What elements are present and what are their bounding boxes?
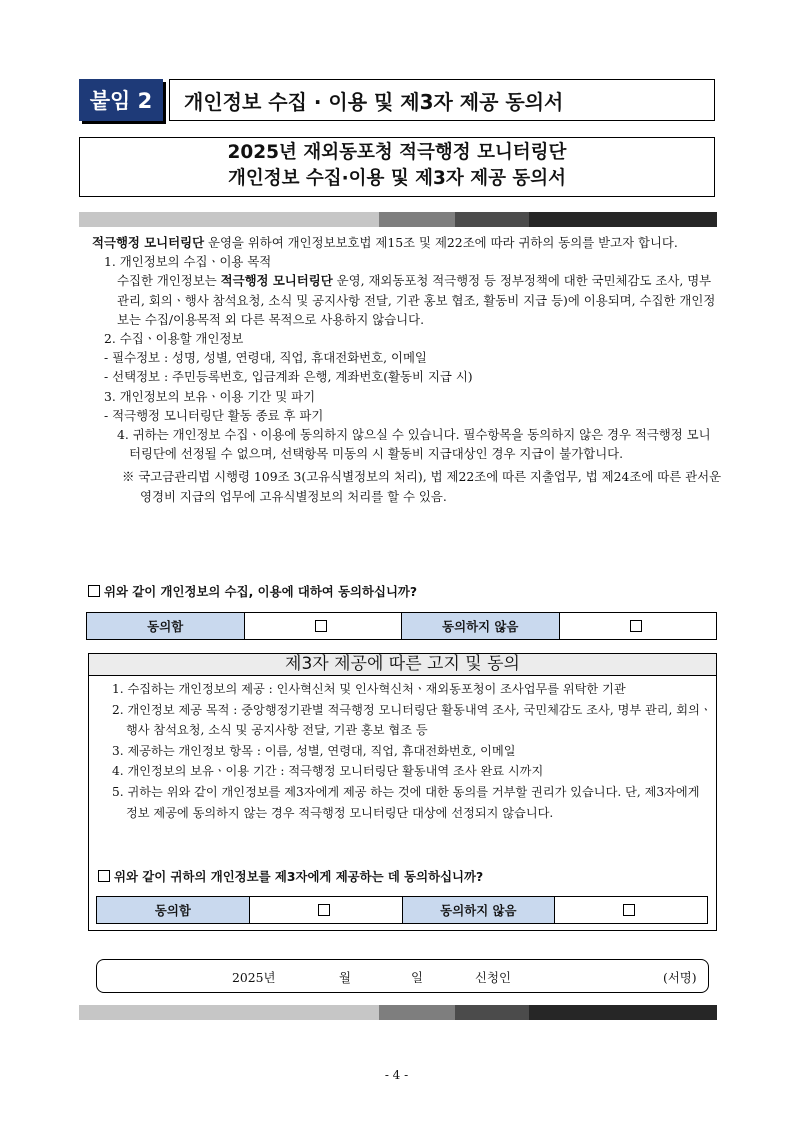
- agree-label: 동의함: [87, 613, 245, 640]
- question-checkbox-icon: [88, 585, 100, 597]
- section1-body: 수집한 개인정보는 적극행정 모니터링단 운영, 재외동포청 적극행정 등 정부정책에 대한 국민체감도 조사, 명부 관리, 회의ㆍ행사 참석요청, 소식 및 공지사항 전달, 기관 홍보 협조, 활동비 지급 등)에 이용되며, 수집한 개인정보는 수집/이용목적 외 다른 목적으로 사용하지 않습니다.: [117, 273, 716, 327]
- disagree-checkbox[interactable]: [555, 897, 708, 924]
- agree-label: 동의함: [97, 897, 250, 924]
- legal-note: ※ 국고금관리법 시행령 109조 3(고유식별정보의 처리), 법 제22조에 따른 지출업무, 법 제24조에 따른 관서운영경비 지급의 업무에 고유식별정보의 처리를 할 수 있음.: [122, 469, 722, 504]
- third-party-section: [88, 653, 717, 931]
- consent-question-1: 위와 같이 개인정보의 수집, 이용에 대하여 동의하십니까?: [88, 582, 417, 600]
- divider-bar-top: [79, 212, 717, 227]
- sign-month: 월: [339, 970, 351, 985]
- third-party-item: 5. 귀하는 위와 같이 개인정보를 제3자에게 제공 하는 것에 대한 동의를 거부할 권리가 있습니다. 단, 제3자에게 정보 제공에 동의하지 않는 경우 적극행정 모니터링단 대상에 선정되지 않습니다.: [112, 784, 700, 820]
- consent-table-1: [86, 612, 717, 640]
- agree-checkbox[interactable]: [244, 613, 402, 640]
- section2-optional: - 선택정보 : 주민등록번호, 입금계좌 은행, 계좌번호(활동비 지급 시): [104, 369, 473, 385]
- section3-title: 3. 개인정보의 보유ㆍ이용 기간 및 파기: [104, 388, 316, 404]
- checkbox-icon: [315, 620, 327, 632]
- signature-box: [96, 959, 709, 993]
- section2-title: 2. 수집ㆍ이용할 개인정보: [104, 331, 244, 347]
- sign-seal[interactable]: (서명): [663, 970, 697, 985]
- document-title-line1: 2025년 재외동포청 적극행정 모니터링단: [227, 142, 567, 163]
- disagree-checkbox[interactable]: [559, 613, 717, 640]
- disagree-label: 동의하지 않음: [402, 897, 555, 924]
- third-party-list: [112, 679, 712, 823]
- attachment-tag: 붙임 2: [79, 79, 163, 121]
- section1-title: 1. 개인정보의 수집ㆍ이용 목적: [104, 254, 272, 270]
- section4-body: 4. 귀하는 개인정보 수집ㆍ이용에 동의하지 않으실 수 있습니다. 필수항목을 동의하지 않은 경우 적극행정 모니터링단에 선정될 수 없으며, 선택항목 미동의 시 활동비 지급대상인 경우 지급이 불가합니다.: [117, 427, 711, 462]
- attachment-header: [79, 79, 715, 121]
- section3-body: - 적극행정 모니터링단 활동 종료 후 파기: [104, 407, 324, 423]
- consent-question-2: 위와 같이 귀하의 개인정보를 제3자에게 제공하는 데 동의하십니까?: [98, 867, 483, 885]
- sign-applicant-label: 신청인: [475, 970, 511, 985]
- sign-day: 일: [411, 970, 423, 985]
- attachment-title: 개인정보 수집 · 이용 및 제3자 제공 동의서: [169, 79, 715, 121]
- agree-checkbox[interactable]: [249, 897, 402, 924]
- intro-paragraph: 적극행정 모니터링단 운영을 위하여 개인정보보호법 제15조 및 제22조에 따라 귀하의 동의를 받고자 합니다.: [92, 235, 678, 250]
- third-party-item: 2. 개인정보 제공 목적 : 중앙행정기관별 적극행정 모니터링단 활동내역 조사, 국민체감도 조사, 명부 관리, 회의ㆍ행사 참석요청, 소식 및 공지사항 전달, 기관 홍보 협조 등: [112, 702, 712, 738]
- checkbox-icon: [318, 904, 330, 916]
- page-number: - 4 -: [384, 1068, 409, 1082]
- divider-bar-bottom: [79, 1005, 717, 1020]
- sign-year: 2025년: [232, 970, 276, 985]
- third-party-item: 3. 제공하는 개인정보 항목 : 이름, 성별, 연령대, 직업, 휴대전화번호, 이메일: [112, 743, 516, 758]
- document-title-box: [79, 137, 715, 197]
- document-title-line2: 개인정보 수집·이용 및 제3자 제공 동의서: [227, 168, 567, 189]
- checkbox-icon: [630, 620, 642, 632]
- checkbox-icon: [623, 904, 635, 916]
- section2-required: - 필수정보 : 성명, 성별, 연령대, 직업, 휴대전화번호, 이메일: [104, 350, 427, 366]
- third-party-item: 1. 수집하는 개인정보의 제공 : 인사혁신처 및 인사혁신처ㆍ재외동포청이 조사업무를 위탁한 기관: [112, 682, 626, 696]
- question-checkbox-icon: [98, 870, 110, 882]
- consent-body: [92, 233, 722, 506]
- third-party-item: 4. 개인정보의 보유ㆍ이용 기간 : 적극행정 모니터링단 활동내역 조사 완료 시까지: [112, 764, 544, 779]
- disagree-label: 동의하지 않음: [402, 613, 560, 640]
- third-party-title: 제3자 제공에 따른 고지 및 동의: [89, 654, 716, 676]
- consent-table-2: [96, 896, 708, 924]
